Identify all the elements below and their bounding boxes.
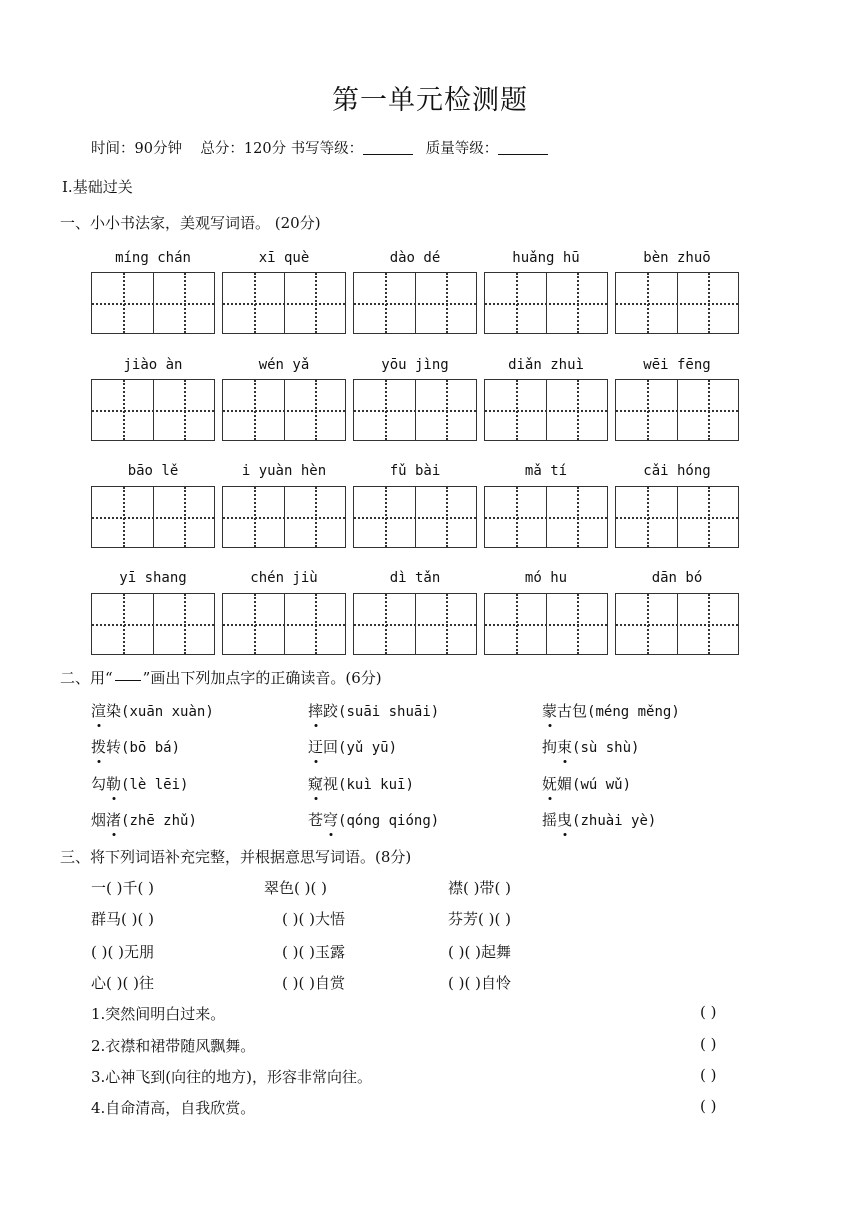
exam-meta xyxy=(91,137,556,158)
time-label: 时间：90分钟 xyxy=(91,141,182,157)
fill-in-word[interactable]: ( )( )自赏 xyxy=(282,974,345,992)
writing-grid[interactable] xyxy=(222,379,346,441)
writing-grid[interactable] xyxy=(222,272,346,334)
writing-grid[interactable] xyxy=(91,379,215,441)
dotted-char: 渚 xyxy=(106,811,122,829)
q2-title-pre: 二、用“ xyxy=(60,669,113,687)
pronunciation-item[interactable] xyxy=(542,700,680,721)
pinyin-label: yōu jìng xyxy=(381,357,449,373)
word-part: 拘 xyxy=(542,738,558,756)
fill-in-word[interactable]: 一( )千( ) xyxy=(91,879,154,897)
dotted-char: 束 xyxy=(557,738,573,756)
fill-in-word[interactable]: ( )( )自怜 xyxy=(448,974,511,992)
q2-title-post: ”画出下列加点字的正确读音。(6分) xyxy=(142,669,382,687)
fill-in-word[interactable]: 芬芳( )( ) xyxy=(448,910,511,928)
word-part: 苍 xyxy=(308,811,324,829)
writing-grid[interactable] xyxy=(615,272,739,334)
total-label: 总分：120分 xyxy=(200,141,287,157)
answer-blank[interactable]: ( ) xyxy=(700,1003,717,1021)
writing-grid[interactable] xyxy=(353,379,477,441)
word-part: 染 xyxy=(106,702,122,720)
pinyin-label: dì tǎn xyxy=(389,570,441,586)
pinyin-choices[interactable]: (sù shù) xyxy=(572,740,640,756)
word-part: 媚 xyxy=(557,775,573,793)
dotted-char: 蒙 xyxy=(542,702,558,720)
pronunciation-item[interactable] xyxy=(308,809,439,830)
pinyin-choices[interactable]: (kuì kuī) xyxy=(338,777,414,793)
word-part: 古包 xyxy=(557,702,588,720)
writing-grid[interactable] xyxy=(484,379,608,441)
pinyin-choices[interactable]: (suāi shuāi) xyxy=(338,704,440,720)
pronunciation-item[interactable] xyxy=(542,736,639,757)
writing-grid[interactable] xyxy=(91,593,215,655)
pinyin-choices[interactable]: (wú wǔ) xyxy=(572,777,632,793)
writing-grid[interactable] xyxy=(484,486,608,548)
pronunciation-item[interactable] xyxy=(542,773,631,794)
writing-grid[interactable] xyxy=(615,593,739,655)
writing-grid[interactable] xyxy=(353,593,477,655)
pronunciation-item[interactable] xyxy=(91,773,188,794)
quality-grade-label: 质量等级： xyxy=(425,141,499,157)
pronunciation-item[interactable] xyxy=(91,736,180,757)
pronunciation-item[interactable] xyxy=(542,809,656,830)
writing-grid[interactable] xyxy=(222,486,346,548)
writing-grade-label: 书写等级： xyxy=(290,141,364,157)
pinyin-label: yī shang xyxy=(119,570,187,586)
pinyin-label: wēi fēng xyxy=(643,357,711,373)
dotted-char: 妩 xyxy=(542,775,558,793)
dotted-char: 勒 xyxy=(106,775,122,793)
pinyin-label: i yuàn hèn xyxy=(241,463,327,479)
page-title: 第一单元检测题 xyxy=(332,85,528,116)
fill-in-word[interactable]: ( )( )玉露 xyxy=(282,943,345,961)
meaning-question: 4.自命清高，自我欣赏。 xyxy=(91,1099,256,1117)
pinyin-label: huǎng hū xyxy=(512,250,580,266)
writing-grid[interactable] xyxy=(484,593,608,655)
writing-grid[interactable] xyxy=(615,379,739,441)
writing-grid[interactable] xyxy=(222,593,346,655)
pinyin-label: bāo lě xyxy=(127,463,179,479)
fill-in-word[interactable]: 心( )( )往 xyxy=(91,974,154,992)
word-part: 视 xyxy=(323,775,339,793)
underline-sample xyxy=(115,668,141,681)
pinyin-label: dào dé xyxy=(389,250,441,266)
fill-in-word[interactable]: 襟( )带( ) xyxy=(448,879,511,897)
pronunciation-item[interactable] xyxy=(308,773,414,794)
dotted-char: 曳 xyxy=(557,811,573,829)
dotted-char: 拨 xyxy=(91,738,107,756)
pinyin-label: jiào àn xyxy=(123,357,183,373)
pronunciation-item[interactable] xyxy=(308,700,439,721)
pinyin-label: fǔ bài xyxy=(389,463,441,479)
pinyin-choices[interactable]: (qóng qióng) xyxy=(338,813,440,829)
writing-grid[interactable] xyxy=(484,272,608,334)
word-part: 摇 xyxy=(542,811,558,829)
pinyin-label: dān bó xyxy=(651,570,703,586)
pinyin-choices[interactable]: (zhuài yè) xyxy=(572,813,657,829)
writing-grid[interactable] xyxy=(353,272,477,334)
answer-blank[interactable]: ( ) xyxy=(700,1097,717,1115)
writing-grid[interactable] xyxy=(91,272,215,334)
pinyin-label: bèn zhuō xyxy=(643,250,711,266)
pinyin-label: diǎn zhuì xyxy=(508,357,584,373)
pinyin-label: chén jiù xyxy=(250,570,318,586)
fill-in-word[interactable]: 翠色( )( ) xyxy=(264,879,327,897)
pinyin-choices[interactable]: (zhē zhǔ) xyxy=(121,813,197,829)
pinyin-label: cǎi hóng xyxy=(643,463,711,479)
writing-grid[interactable] xyxy=(353,486,477,548)
meaning-question: 1.突然间明白过来。 xyxy=(91,1005,226,1023)
pinyin-label: wén yǎ xyxy=(258,357,310,373)
meaning-question: 2.衣襟和裙带随风飘舞。 xyxy=(91,1037,256,1055)
q1-title: 一、小小书法家，美观写词语。 (20分) xyxy=(60,214,321,232)
fill-in-word[interactable]: 群马( )( ) xyxy=(91,910,154,928)
word-part: 跤 xyxy=(323,702,339,720)
answer-blank[interactable]: ( ) xyxy=(700,1066,717,1084)
q2-title xyxy=(60,667,382,688)
dotted-char: 迂 xyxy=(308,738,324,756)
word-part: 烟 xyxy=(91,811,107,829)
writing-grade-blank[interactable] xyxy=(363,140,413,155)
word-part: 转 xyxy=(106,738,122,756)
pronunciation-item[interactable] xyxy=(91,700,214,721)
pinyin-choices[interactable]: (yǔ yū) xyxy=(338,740,398,756)
word-part: 回 xyxy=(323,738,339,756)
q3-title: 三、将下列词语补充完整，并根据意思写词语。(8分) xyxy=(60,848,412,866)
writing-grid[interactable] xyxy=(615,486,739,548)
quality-grade-blank[interactable] xyxy=(498,140,548,155)
dotted-char: 窥 xyxy=(308,775,324,793)
fill-in-word[interactable]: ( )( )大悟 xyxy=(282,910,345,928)
part-heading: Ⅰ.基础过关 xyxy=(62,178,133,196)
meaning-question: 3.心神飞到(向往的地方)，形容非常向往。 xyxy=(91,1068,373,1086)
pinyin-choices[interactable]: (xuān xuàn) xyxy=(121,704,214,720)
dotted-char: 渲 xyxy=(91,702,107,720)
fill-in-word[interactable]: ( )( )起舞 xyxy=(448,943,511,961)
answer-blank[interactable]: ( ) xyxy=(700,1035,717,1053)
pronunciation-item[interactable] xyxy=(308,736,397,757)
pronunciation-item[interactable] xyxy=(91,809,197,830)
pinyin-label: mǎ tí xyxy=(524,463,568,479)
writing-grid[interactable] xyxy=(91,486,215,548)
pinyin-label: xī què xyxy=(258,250,310,266)
pinyin-choices[interactable]: (lè lēi) xyxy=(121,777,189,793)
pinyin-choices[interactable]: (bō bá) xyxy=(121,740,181,756)
fill-in-word[interactable]: ( )( )无朋 xyxy=(91,943,154,961)
word-part: 勾 xyxy=(91,775,107,793)
dotted-char: 穹 xyxy=(323,811,339,829)
pinyin-label: mó hu xyxy=(524,570,568,586)
pinyin-choices[interactable]: (méng měng) xyxy=(587,704,680,720)
pinyin-label: míng chán xyxy=(115,250,191,266)
dotted-char: 摔 xyxy=(308,702,324,720)
